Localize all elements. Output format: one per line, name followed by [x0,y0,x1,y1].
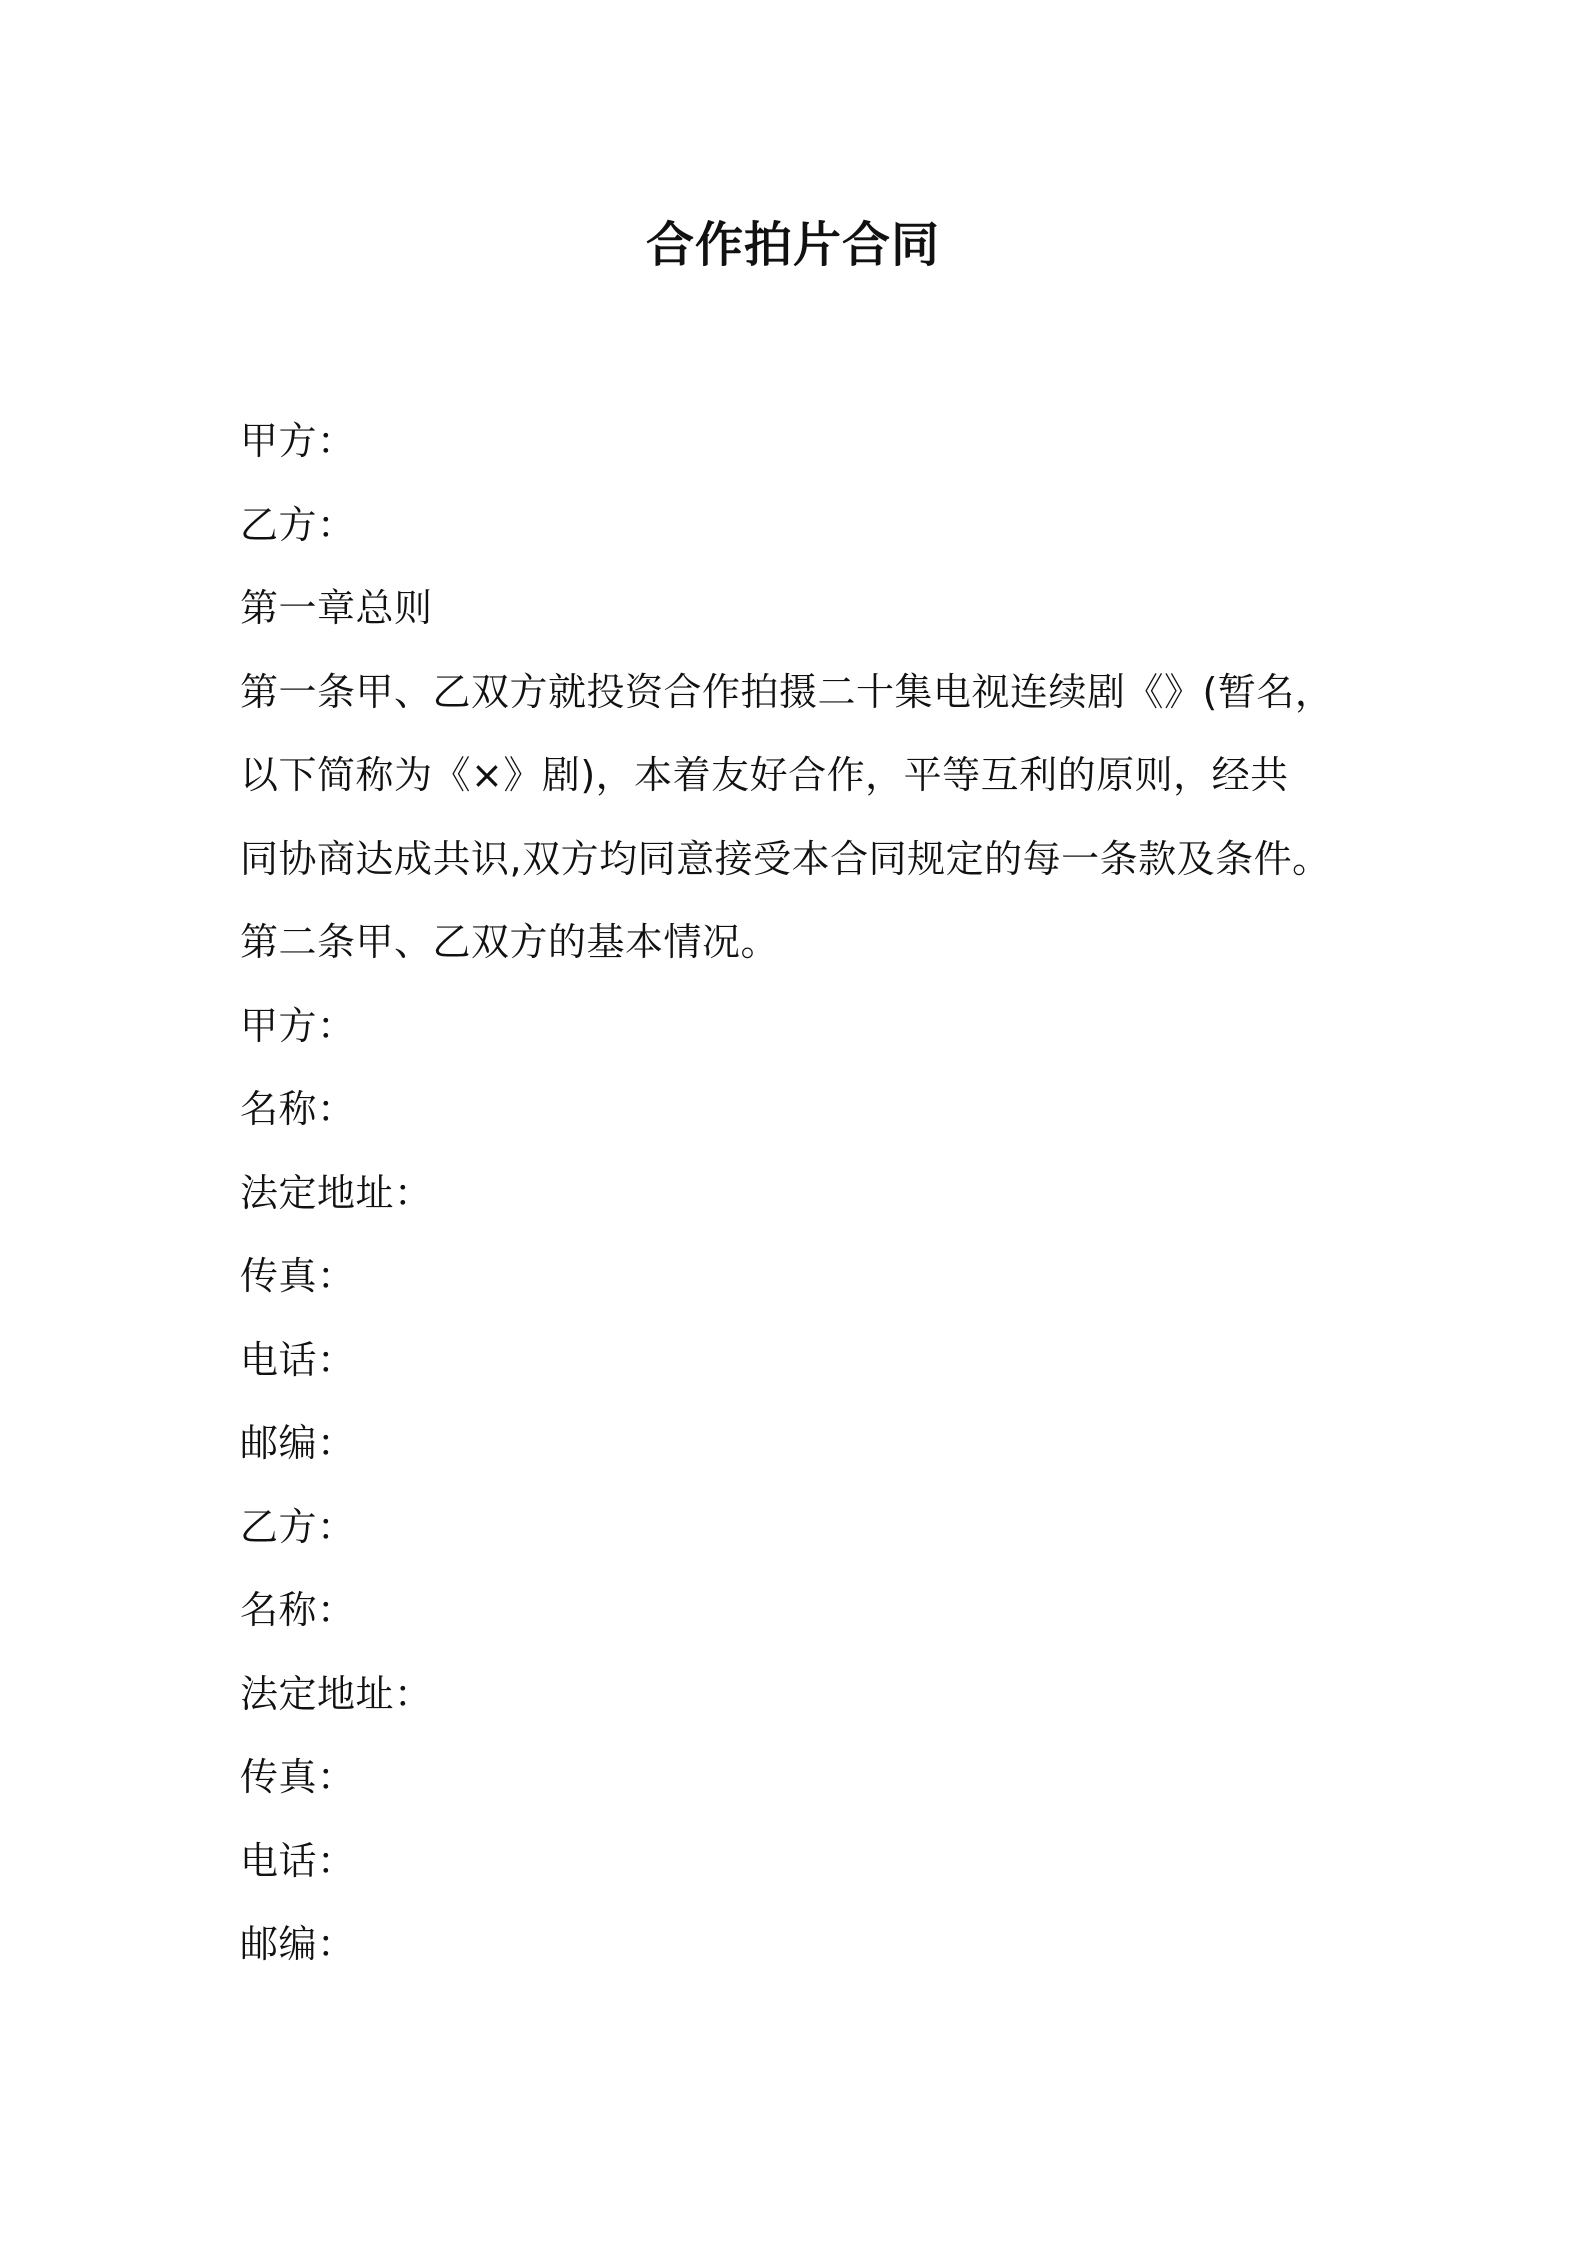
document-title: 合作拍片合同 [645,217,940,273]
party-a-phone-field: 电话： [240,1337,356,1382]
party-a-name-field: 名称： [240,1087,356,1131]
party-a-label: 甲方： [240,419,356,463]
party-b-label: 乙方： [240,502,356,547]
article-1-line-3: 同协商达成共识,双方均同意接受本合同规定的每一条款及条件。 [240,836,1331,881]
party-a-fax-field: 传真： [240,1254,356,1298]
chapter-heading: 第一章总则 [240,586,433,630]
article-1-line-1: 第一条甲、乙双方就投资合作拍摄二十集电视连续剧《》(暂名， [240,669,1334,714]
document-body [240,400,1390,1987]
party-a-address-field: 法定地址： [240,1170,433,1215]
party-b-section-label: 乙方： [240,1504,356,1549]
article-1-line-2: 以下简称为《×》剧)，本着友好合作，平等互利的原则，经共 [240,753,1289,797]
party-a-section-label: 甲方： [240,1003,356,1048]
article-2-heading: 第二条甲、乙双方的基本情况。 [240,920,780,964]
party-a-postcode-field: 邮编： [240,1421,356,1465]
party-b-name-field: 名称： [240,1588,356,1632]
party-b-fax-field: 传真： [240,1755,356,1799]
party-b-postcode-field: 邮编： [240,1922,356,1966]
party-b-address-field: 法定地址： [240,1671,433,1716]
party-b-phone-field: 电话： [240,1838,356,1883]
